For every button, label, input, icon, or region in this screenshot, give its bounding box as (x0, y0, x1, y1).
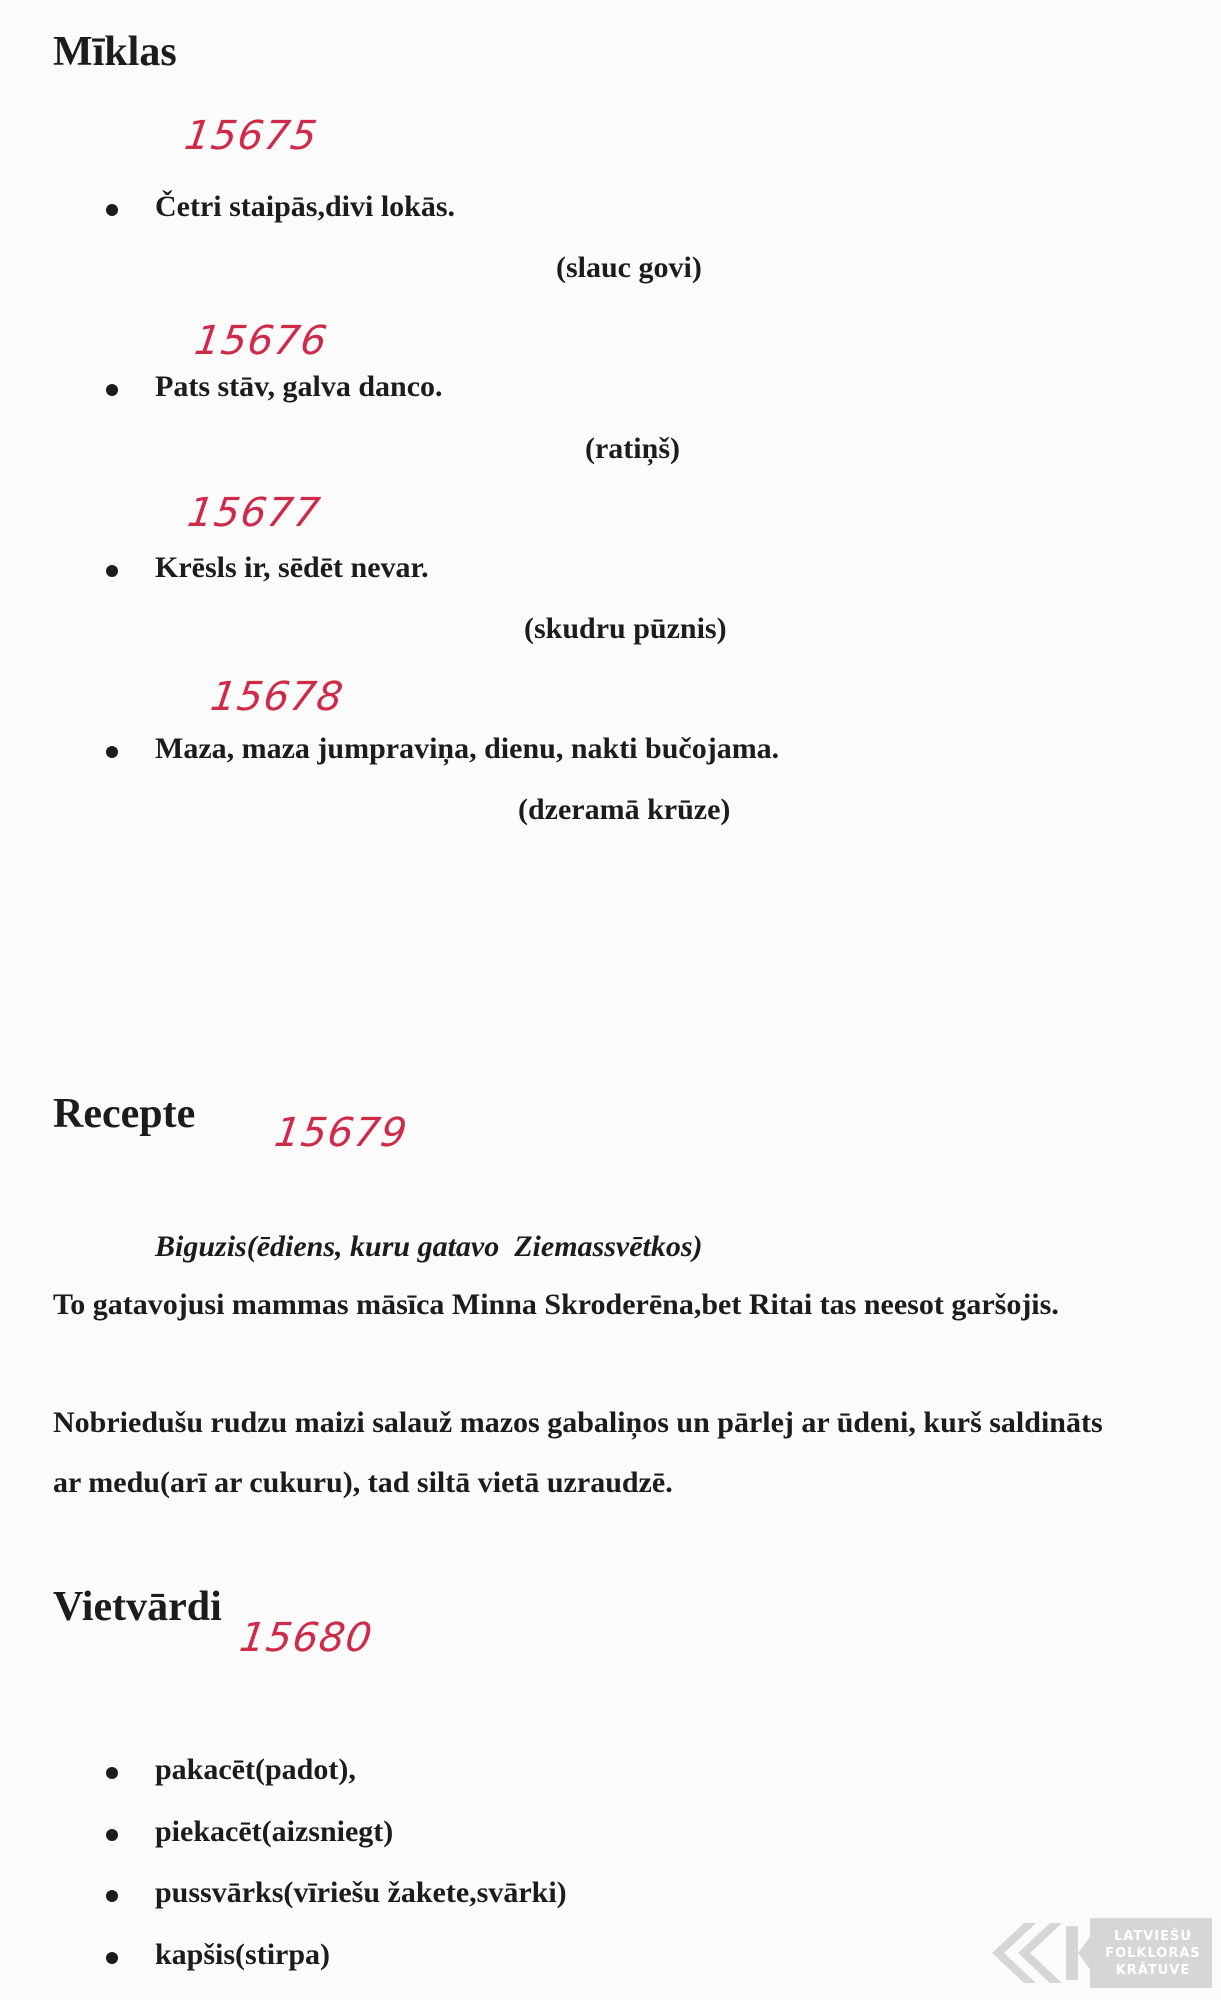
bullet-icon (106, 746, 118, 758)
bullet-icon (106, 565, 118, 577)
bullet-icon (106, 204, 118, 216)
archive-logo-text (1098, 1928, 1208, 1979)
bullet-icon (106, 384, 118, 396)
word-item: pakacēt(padot), (155, 1753, 356, 1786)
riddle-text: Krēsls ir, sēdēt nevar. (155, 551, 429, 584)
logo-line: FOLKLORAS (1105, 1946, 1201, 1961)
archive-number: 15677 (184, 490, 324, 536)
bullet-icon (106, 1767, 118, 1779)
bullet-icon (106, 1829, 118, 1841)
section-title-vietvardi: Vietvārdi (53, 1584, 222, 1630)
riddle-answer: (slauc govi) (556, 251, 702, 284)
recipe-subtitle: Biguzis(ēdiens, kuru gatavo Ziemassvētkos) (155, 1230, 703, 1263)
logo-line: KRĀTUVE (1115, 1963, 1191, 1978)
riddle-answer: (skudru pūznis) (524, 612, 727, 645)
recipe-note: To gatavojusi mammas māsīca Minna Skroderēna,bet Ritai tas neesot garšojis. (53, 1288, 1059, 1321)
recipe-paragraph: Nobriedušu rudzu maizi salauž mazos gabaliņos un pārlej ar ūdeni, kurš saldināts ar medu(arī ar cukuru), tad siltā vietā uzraudzē. (53, 1406, 1103, 1499)
bullet-icon (106, 1890, 118, 1902)
word-item: piekacēt(aizsniegt) (155, 1815, 394, 1848)
logo-line: LATVIEŠU (1114, 1929, 1192, 1944)
archive-number: 15678 (207, 674, 347, 720)
archive-number: 15675 (181, 113, 321, 159)
section-title-recepte: Recepte (53, 1091, 196, 1137)
riddle-answer: (ratiņš) (585, 432, 680, 465)
section-title-miklas: Mīklas (53, 29, 177, 75)
riddle-text: Pats stāv, galva danco. (155, 370, 443, 403)
riddle-text: Maza, maza jumpraviņa, dienu, nakti bučojama. (155, 732, 780, 765)
word-item: pussvārks(vīriešu žakete,svārki) (155, 1876, 567, 1909)
archive-number: 15680 (236, 1615, 376, 1661)
word-item: kapšis(stirpa) (155, 1938, 331, 1971)
archive-number: 15679 (271, 1110, 411, 1156)
archive-number: 15676 (191, 318, 331, 364)
riddle-answer: (dzeramā krūze) (518, 793, 731, 826)
bullet-icon (106, 1952, 118, 1964)
riddle-text: Četri staipās,divi lokās. (155, 190, 456, 223)
